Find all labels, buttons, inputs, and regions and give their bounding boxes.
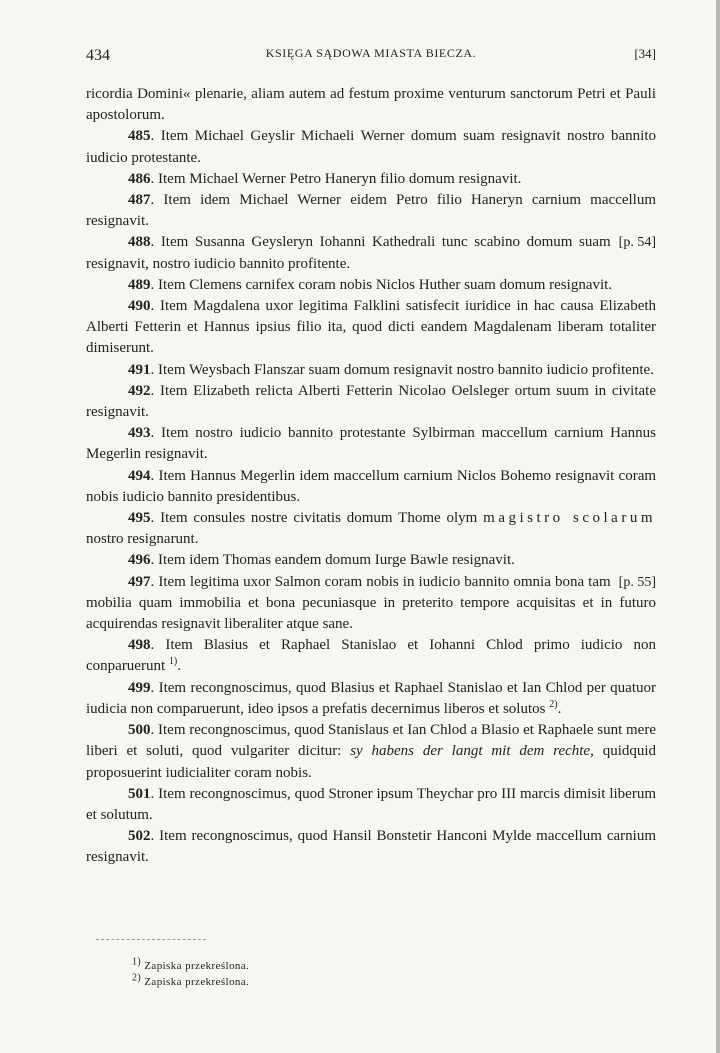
entry-number: 486 bbox=[128, 170, 151, 187]
page-number: 434 bbox=[86, 47, 110, 64]
footnote-mark: 1) bbox=[132, 956, 142, 968]
entry-text-end: . bbox=[557, 700, 562, 717]
entry-text-continued: nostro resignarunt. bbox=[86, 531, 199, 548]
footnote-2 bbox=[132, 972, 250, 988]
entry-487: 487. Item idem Michael Werner eidem Petro filio Haneryn carnium maccellum resignavit. bbox=[86, 192, 656, 230]
entry-494: 494. Item Hannus Megerlin idem maccellum carnium Niclos Bohemo resignavit coram nobis iudicio bannito presidentibus. bbox=[86, 467, 657, 505]
entry-485: 485. Item Michael Geyslir Michaeli Werner domum suam resignavit nostro bannito iudicio protestante. bbox=[86, 128, 656, 166]
entry-number: 501 bbox=[128, 785, 151, 802]
entry-text: Item idem Michael Werner eidem Petro filio Haneryn carnium maccellum resignavit. bbox=[86, 192, 656, 230]
entry-text: Item legitima uxor Salmon coram nobis in iudicio bannito omnia bona tam mobilia quam immobilia et bona pecuniasque in preterito tempore acquisitas et in futuro acquirendas resignavit liberaliter atque sane. bbox=[86, 573, 656, 633]
spaced-text: magistro scolarum bbox=[483, 510, 656, 527]
footnote-text: Zapiska przekreślona. bbox=[144, 960, 250, 972]
entry-text: Item Hannus Megerlin idem maccellum carnium Niclos Bohemo resignavit coram nobis iudicio bannito presidentibus. bbox=[86, 467, 657, 505]
entry-text: Item consules nostre civitatis domum Thome olym bbox=[160, 510, 478, 527]
entry-text: Item Elizabeth relicta Alberti Fetterin Nicolao Oelsleger ortum suum in civitate resignavit. bbox=[86, 382, 656, 421]
entry-499: 499. Item recongnoscimus, quod Blasius et Raphael Stanislao et Ian Chlod per quatuor iudicia non comparuerunt, ideo ipsos a prefatis decernimus liberos et solutos $^{2)}$. bbox=[86, 679, 656, 717]
section-marker: [34] bbox=[634, 46, 656, 61]
entry-text-end: . bbox=[177, 658, 181, 675]
entry-text: Item Weysbach Flanszar suam domum resignavit nostro bannito iudicio profitente. bbox=[158, 361, 654, 378]
footnote-text: Zapiska przekreślona. bbox=[144, 976, 250, 988]
entry-number: 495 bbox=[128, 510, 151, 527]
margin-page-marker: [p. 54] bbox=[618, 235, 656, 251]
document-body bbox=[86, 84, 656, 869]
entry-text: Item recongnoscimus, quod Stanislaus et Ian Chlod a Blasio et Raphaele sunt mere liberi et soluti, quod vulgariter dicitur: bbox=[86, 722, 656, 760]
running-title: KSIĘGA SĄDOWA MIASTA BIECZA. bbox=[265, 46, 477, 60]
entry-number: 490 bbox=[128, 298, 151, 315]
entry-number: 502 bbox=[128, 828, 151, 845]
page-edge bbox=[716, 0, 720, 1053]
entry-491: 491. Item Weysbach Flanszar suam domum resignavit nostro bannito iudicio profitente. bbox=[128, 361, 654, 378]
entry-text: Item Clemens carnifex coram nobis Niclos Huther suam domum resignavit. bbox=[158, 276, 613, 293]
entry-496: 496. Item idem Thomas eandem domum Iurge Bawle resignavit. bbox=[128, 552, 515, 569]
entry-497: [p. 55] 497. Item legitima uxor Salmon coram nobis in iudicio bannito omnia bona tam mobilia quam immobilia et bona pecuniasque in preterito tempore acquisitas et in futuro acquirendas resignavit liberaliter atque sane. bbox=[86, 573, 656, 633]
entry-number: 499 bbox=[128, 679, 151, 696]
footnote-1 bbox=[132, 956, 250, 972]
entry-number: 500 bbox=[128, 722, 151, 739]
page-header bbox=[86, 44, 656, 68]
intro-paragraph: ricordia Domini« plenarie, aliam autem ad festum proxime venturum sanctorum Petri et Pauli apostolorum. bbox=[86, 86, 656, 124]
footnote-ref: 2) bbox=[549, 698, 558, 710]
entry-text: Item recongnoscimus, quod Blasius et Raphael Stanislao et Ian Chlod per quatuor iudicia non comparuerunt, ideo ipsos a prefatis decernimus liberos et solutos bbox=[86, 679, 656, 717]
entry-number: 492 bbox=[128, 382, 151, 399]
entry-493: 493. Item nostro iudicio bannito protestante Sylbirman maccellum carnium Hannus Megerlin resignavit. bbox=[86, 425, 656, 463]
entry-text: Item Michael Werner Petro Haneryn filio domum resignavit. bbox=[158, 170, 522, 187]
entry-text: Item recongnoscimus, quod Stroner ipsum Theychar pro III marcis dimisit liberum et solutum. bbox=[86, 785, 657, 823]
entry-number: 493 bbox=[128, 425, 151, 442]
entry-495: 495. Item consules nostre civitatis domum Thome olym magistro scolarum nostro resignarunt. bbox=[86, 510, 656, 548]
entry-number: 491 bbox=[128, 361, 151, 378]
entry-500: 500. Item recongnoscimus, quod Stanislaus et Ian Chlod a Blasio et Raphaele sunt mere liberi et soluti, quod vulgariter dicitur: sy habens der langt mit dem rechte, quidquid proposuerint iudicialiter coram nobis. bbox=[86, 722, 657, 781]
entry-number: 497 bbox=[128, 573, 151, 590]
entry-489: 489. Item Clemens carnifex coram nobis Niclos Huther suam domum resignavit. bbox=[128, 276, 613, 293]
entry-502: 502. Item recongnoscimus, quod Hansil Bonstetir Hanconi Mylde maccellum carnium resignavit. bbox=[86, 828, 656, 866]
entry-number: 485 bbox=[128, 128, 151, 145]
entry-486: 486. Item Michael Werner Petro Haneryn filio domum resignavit. bbox=[128, 170, 522, 187]
entry-text-continued: quidquid proposuerint iudicialiter coram nobis. bbox=[86, 743, 657, 781]
vernacular-phrase: sy habens der langt mit dem rechte, bbox=[350, 743, 594, 760]
entry-501: 501. Item recongnoscimus, quod Stroner ipsum Theychar pro III marcis dimisit liberum et solutum. bbox=[86, 785, 657, 823]
entry-text: Item nostro iudicio bannito protestante Sylbirman maccellum carnium Hannus Megerlin resignavit. bbox=[86, 425, 656, 463]
entry-490: 490. Item Magdalena uxor legitima Falklini satisfecit iuridice in hac causa Elizabeth Alberti Fetterin et Hannus ipsius filio ita, quod dicti eandem Magdalenam liberam totaliter dimiserunt. bbox=[86, 298, 657, 357]
entry-492: 492. Item Elizabeth relicta Alberti Fetterin Nicolao Oelsleger ortum suum in civitate resignavit. bbox=[86, 382, 656, 421]
entry-number: 496 bbox=[128, 552, 151, 569]
entry-text: Item Michael Geyslir Michaeli Werner domum suam resignavit nostro bannito iudicio protestante. bbox=[86, 128, 656, 166]
footnote-ref: 1) bbox=[168, 656, 178, 668]
entry-text: Item Blasius et Raphael Stanislao et Iohanni Chlod primo iudicio non conparuerunt bbox=[86, 637, 657, 675]
entry-488: [p. 54] 488. Item Susanna Geysleryn Iohanni Kathedrali tunc scabino domum suam resignavit, nostro iudicio bannito profitente. bbox=[86, 234, 656, 272]
entry-number: 487 bbox=[128, 192, 151, 209]
entry-number: 494 bbox=[128, 467, 151, 484]
entry-number: 498 bbox=[128, 637, 151, 654]
entry-text: Item Magdalena uxor legitima Falklini satisfecit iuridice in hac causa Elizabeth Alberti Fetterin et Hannus ipsius filio ita, quod dicti eandem Magdalenam liberam totaliter dimiserunt. bbox=[86, 298, 657, 357]
margin-page-marker: [p. 55] bbox=[618, 574, 656, 590]
entry-text: Item idem Thomas eandem domum Iurge Bawle resignavit. bbox=[158, 552, 515, 569]
footnote-mark: 2) bbox=[132, 972, 142, 984]
entry-number: 489 bbox=[128, 276, 151, 293]
entry-text: Item recongnoscimus, quod Hansil Bonstetir Hanconi Mylde maccellum carnium resignavit. bbox=[86, 828, 656, 866]
entry-number: 488 bbox=[128, 234, 151, 251]
entry-498: 498. Item Blasius et Raphael Stanislao et Iohanni Chlod primo iudicio non conparuerunt $^{1)}$. bbox=[86, 637, 657, 675]
entry-text: Item Susanna Geysleryn Iohanni Kathedrali tunc scabino domum suam resignavit, nostro iudicio bannito profitente. bbox=[86, 234, 611, 272]
footnote-divider bbox=[96, 939, 206, 940]
